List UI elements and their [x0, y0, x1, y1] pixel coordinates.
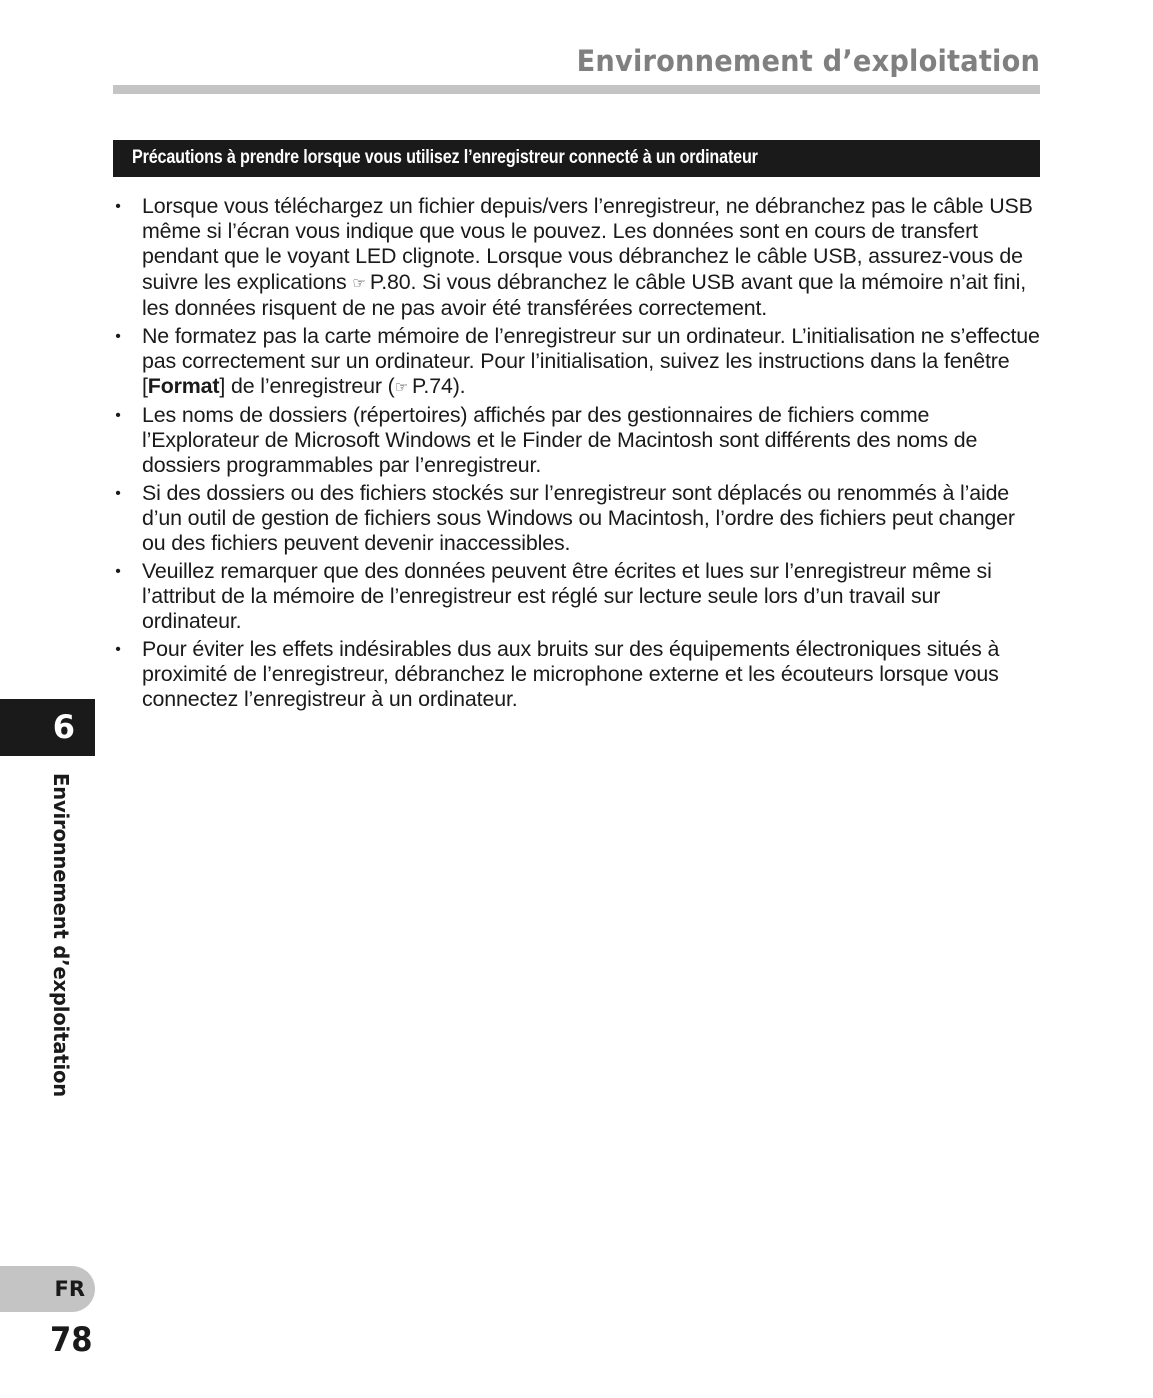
language-label: FR: [54, 1277, 85, 1301]
bullet-marker: •: [115, 640, 121, 658]
chapter-number: 6: [52, 708, 75, 746]
page-number: 78: [50, 1320, 93, 1360]
page-header-title: Environnement d’exploitation: [576, 44, 1040, 78]
chapter-side-label: Environnement d’exploitation: [49, 773, 73, 1097]
list-item: [113, 403, 1043, 479]
page-header-rule: [113, 85, 1040, 94]
bullet-marker: •: [115, 198, 121, 215]
pointing-hand-icon: ☞: [394, 378, 408, 396]
item-text: . Si vous débranchez le câble USB avant que la mémoire n’ait fini, les données risquent de ne pas avoir été transférées correctement.: [142, 269, 1027, 320]
language-tab: [0, 1266, 95, 1312]
bold-term: Format: [147, 373, 220, 398]
page-reference-link[interactable]: P.74: [412, 373, 453, 398]
bullet-marker: •: [115, 327, 121, 345]
bullet-marker: •: [115, 484, 121, 502]
bullet-marker: •: [115, 562, 121, 580]
item-text: ).: [452, 373, 466, 398]
item-text: Si des dossiers ou des fichiers stockés sur l’enregistreur sont déplacés ou renommés à l’aide d’un outil de gestion de fichiers sous Windows ou Macintosh, l’ordre des fichiers peut changer ou des fichiers peuvent devenir inaccessibles.: [142, 480, 1015, 556]
pointing-hand-icon: ☞: [352, 274, 366, 292]
item-text: Veuillez remarquer que des données peuvent être écrites et lues sur l’enregistreur même si l’attribut de la mémoire de l’enregistreur est réglé sur lecture seule lors d’un travail sur ordinateur.: [142, 558, 992, 634]
list-item: [113, 194, 1043, 321]
list-item: [113, 324, 1043, 401]
chapter-tab[interactable]: [0, 699, 95, 756]
item-text: Les noms de dossiers (répertoires) affichés par des gestionnaires de fichiers comme l’Explorateur de Microsoft Windows et le Finder de Macintosh sont différents des noms de dossiers programmables par l’enregistreur.: [142, 402, 978, 478]
list-item: [113, 559, 1043, 635]
section-title: Précautions à prendre lorsque vous utilisez l’enregistreur connecté à un ordinateur: [132, 147, 758, 168]
list-item: [113, 637, 1043, 713]
item-text: Lorsque vous téléchargez un fichier depuis/vers l’enregistreur, ne débranchez pas le câble USB même si l’écran vous indique que vous le pouvez. Les données sont en cours de transfert pendant que le voyant LED clignote. Lorsque vous débranchez le câble USB, assurez-vous de suivre les explications: [142, 194, 1033, 294]
list-item: [113, 481, 1043, 557]
item-text: Ne formatez pas la carte mémoire de l’enregistreur sur un ordinateur. L’initialisation ne s’effectue pas correctement sur un ordinateur. Pour l’initialisation, suivez les instructions dans la fenêtre [: [142, 323, 1040, 398]
section-heading-bar: [113, 140, 1040, 177]
item-text: Pour éviter les effets indésirables dus aux bruits sur des équipements électroniques situés à proximité de l’enregistreur, débranchez le microphone externe et les écouteurs lorsque vous connectez l’enregistreur à un ordinateur.: [142, 636, 1000, 712]
item-text: ] de l’enregistreur (: [219, 373, 395, 398]
page-reference-link[interactable]: P.80: [369, 269, 411, 294]
bullet-marker: •: [115, 406, 121, 424]
precautions-list: [113, 194, 1043, 715]
